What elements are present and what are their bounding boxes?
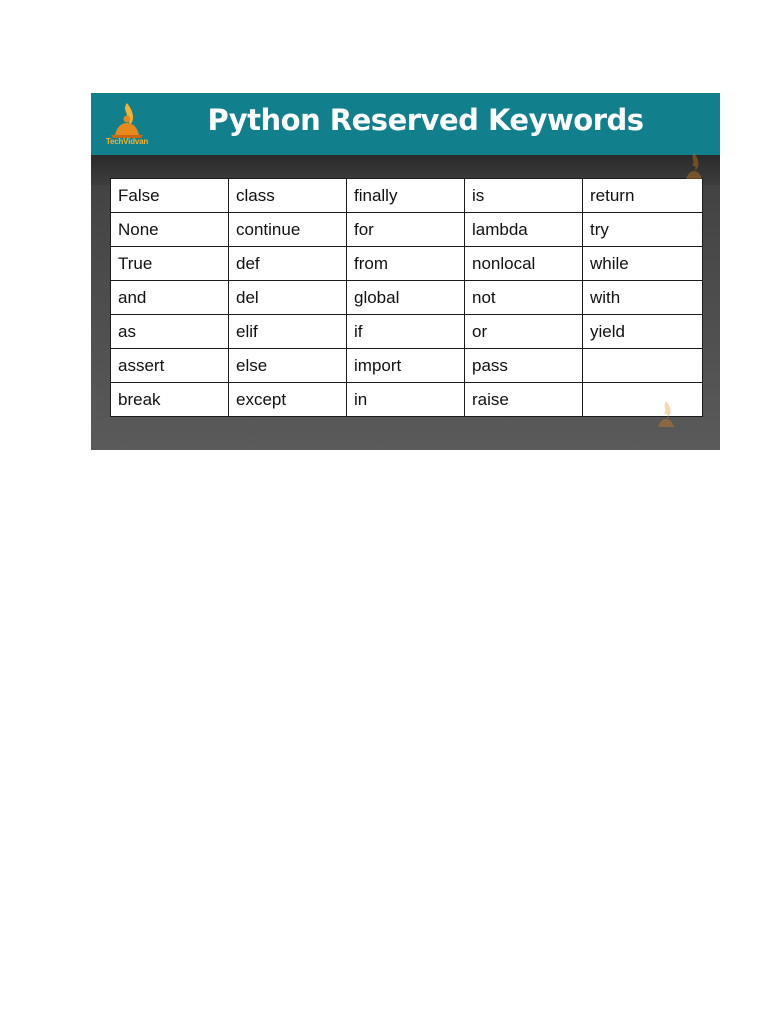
keyword-cell: None xyxy=(111,213,229,247)
keyword-cell: break xyxy=(111,383,229,417)
keyword-cell xyxy=(583,349,703,383)
keyword-cell: False xyxy=(111,179,229,213)
keyword-cell: True xyxy=(111,247,229,281)
keyword-cell xyxy=(583,383,703,417)
keyword-cell: del xyxy=(229,281,347,315)
keyword-cell: else xyxy=(229,349,347,383)
keyword-cell: assert xyxy=(111,349,229,383)
keyword-cell: class xyxy=(229,179,347,213)
keyword-cell: as xyxy=(111,315,229,349)
keyword-cell: global xyxy=(347,281,465,315)
keyword-cell: in xyxy=(347,383,465,417)
keywords-slide xyxy=(91,93,720,450)
keyword-cell: for xyxy=(347,213,465,247)
keyword-cell: is xyxy=(465,179,583,213)
keyword-cell: try xyxy=(583,213,703,247)
slide-header xyxy=(91,93,720,157)
keyword-cell: lambda xyxy=(465,213,583,247)
keyword-cell: def xyxy=(229,247,347,281)
keyword-cell: return xyxy=(583,179,703,213)
keyword-cell: finally xyxy=(347,179,465,213)
table-row xyxy=(111,315,703,349)
keyword-cell: yield xyxy=(583,315,703,349)
logo-text: TechVidvan xyxy=(105,137,149,146)
keyword-cell: from xyxy=(347,247,465,281)
keyword-cell: continue xyxy=(229,213,347,247)
keyword-cell: except xyxy=(229,383,347,417)
slide-title: Python Reserved Keywords xyxy=(207,103,644,137)
keyword-cell: and xyxy=(111,281,229,315)
keywords-table-body xyxy=(111,179,703,417)
table-row xyxy=(111,247,703,281)
table-row xyxy=(111,383,703,417)
keyword-cell: import xyxy=(347,349,465,383)
table-row xyxy=(111,349,703,383)
keyword-cell: pass xyxy=(465,349,583,383)
keyword-cell: not xyxy=(465,281,583,315)
keyword-cell: while xyxy=(583,247,703,281)
table-row xyxy=(111,213,703,247)
table-row xyxy=(111,281,703,315)
table-row xyxy=(111,179,703,213)
keyword-cell: elif xyxy=(229,315,347,349)
keyword-cell: or xyxy=(465,315,583,349)
keyword-cell: with xyxy=(583,281,703,315)
keyword-cell: raise xyxy=(465,383,583,417)
keywords-table xyxy=(110,178,703,417)
watermark-logo-icon xyxy=(681,151,707,181)
watermark-logo-icon xyxy=(653,399,679,429)
keyword-cell: if xyxy=(347,315,465,349)
keyword-cell: nonlocal xyxy=(465,247,583,281)
